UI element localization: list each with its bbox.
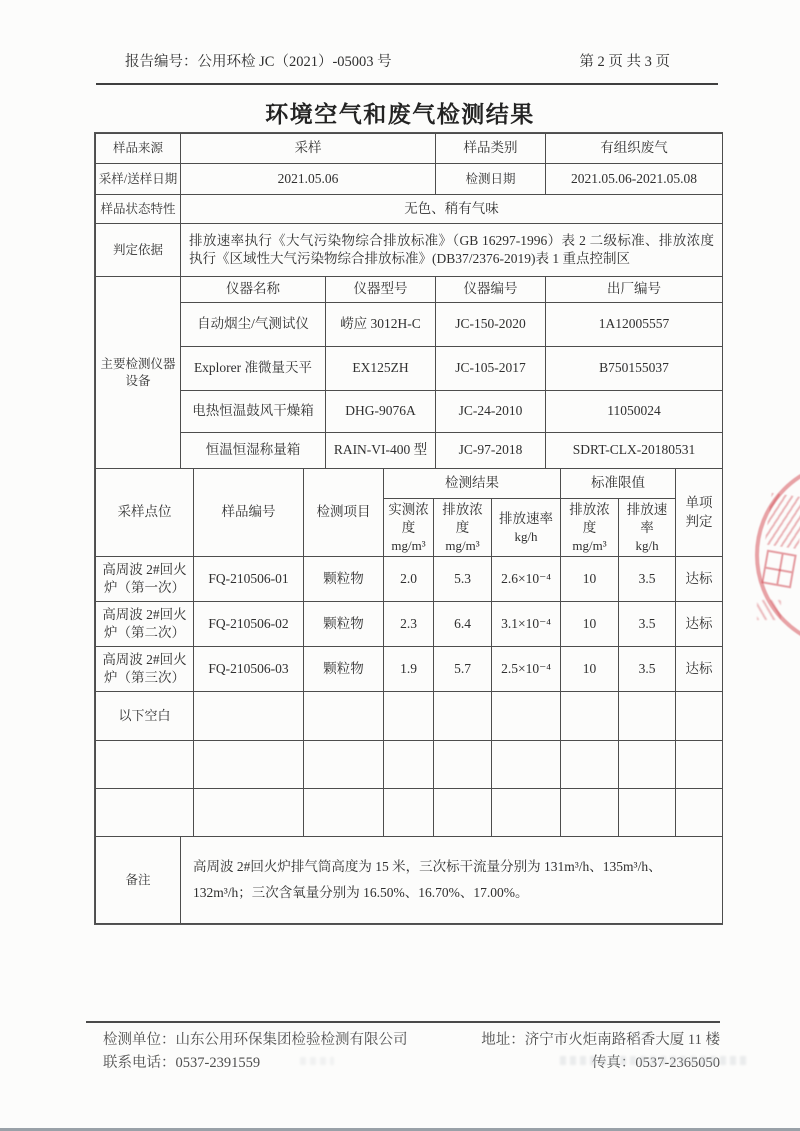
empty-cell xyxy=(676,692,723,741)
bleedthrough-smudge xyxy=(560,1056,750,1065)
sample-state-label: 样品状态特性 xyxy=(96,195,181,224)
emission-conc: 6.4 xyxy=(434,602,492,647)
test-item: 颗粒物 xyxy=(304,557,384,602)
empty-cell xyxy=(619,692,676,741)
empty-cell xyxy=(384,789,434,837)
col-header-test-item: 检测项目 xyxy=(304,469,384,557)
measurements-table xyxy=(95,468,723,837)
sample-info-table xyxy=(95,133,723,195)
col-header-judgement: 单项判定 xyxy=(676,469,723,557)
sampling-point: 高周波 2#回火炉（第三次） xyxy=(96,647,194,692)
empty-cell xyxy=(384,692,434,741)
instrument-id: JC-105-2017 xyxy=(436,347,546,391)
limit-conc: 10 xyxy=(561,557,619,602)
limit-conc: 10 xyxy=(561,647,619,692)
measured-conc: 1.9 xyxy=(384,647,434,692)
sample-state-value: 无色、稍有气味 xyxy=(181,195,723,224)
instrument-model: DHG-9076A xyxy=(326,391,436,433)
empty-cell xyxy=(676,789,723,837)
empty-cell xyxy=(561,741,619,789)
instrument-name: 恒温恒湿称量箱 xyxy=(181,433,326,469)
limit-rate: 3.5 xyxy=(619,602,676,647)
instrument-id: JC-150-2020 xyxy=(436,303,546,347)
page-header xyxy=(125,50,670,71)
instrument-serial-header: 出厂编号 xyxy=(546,277,723,303)
empty-cell xyxy=(561,692,619,741)
remark-text: 高周波 2#回火炉排气筒高度为 15 米，三次标干流量分别为 131m³/h、135m³/h、132m³/h；三次含氧量分别为 16.50%、16.70%、17.00%。 xyxy=(181,837,723,924)
empty-cell xyxy=(304,692,384,741)
measurement-row xyxy=(96,602,723,647)
remark-label: 备注 xyxy=(96,837,181,924)
empty-cell xyxy=(304,789,384,837)
sample-no: FQ-210506-03 xyxy=(194,647,304,692)
results-table xyxy=(95,133,722,924)
sample-source-value: 采样 xyxy=(181,134,436,164)
test-date-value: 2021.05.06-2021.05.08 xyxy=(546,164,723,195)
col-header-sample-no: 样品编号 xyxy=(194,469,304,557)
seal-text-fragment xyxy=(765,493,800,549)
instrument-row xyxy=(96,391,723,433)
instruments-label: 主要检测仪器设备 xyxy=(96,277,181,469)
sample-source-label: 样品来源 xyxy=(96,134,181,164)
instrument-name: 自动烟尘/气测试仪 xyxy=(181,303,326,347)
instrument-row xyxy=(96,433,723,469)
measured-conc: 2.3 xyxy=(384,602,434,647)
empty-cell xyxy=(434,692,492,741)
group-header-standard-limits: 标准限值 xyxy=(561,469,676,499)
empty-cell xyxy=(304,741,384,789)
instrument-serial: SDRT-CLX-20180531 xyxy=(546,433,723,469)
bleedthrough-smudge xyxy=(300,1057,334,1065)
empty-cell xyxy=(194,789,304,837)
instrument-serial: 11050024 xyxy=(546,391,723,433)
seal-text-fragment xyxy=(757,600,781,620)
instrument-model-header: 仪器型号 xyxy=(326,277,436,303)
empty-cell xyxy=(434,789,492,837)
empty-cell xyxy=(194,741,304,789)
footer-line-1 xyxy=(103,1028,720,1049)
org-address: 地址：济宁市火炬南路稻香大厦 11 楼 xyxy=(481,1032,720,1048)
instrument-model: EX125ZH xyxy=(326,347,436,391)
empty-row xyxy=(96,789,723,837)
empty-cell xyxy=(492,789,561,837)
empty-row xyxy=(96,741,723,789)
fax-number: 传真：0537-2365050 xyxy=(591,1055,720,1071)
empty-cell xyxy=(619,789,676,837)
sample-no: FQ-210506-02 xyxy=(194,602,304,647)
sub-header-emission-conc: 排放浓度 mg/m³ xyxy=(434,499,492,557)
report-number: 报告编号：公用环检 JC（2021）-05003 号 xyxy=(125,54,392,70)
emission-conc: 5.7 xyxy=(434,647,492,692)
judgement: 达标 xyxy=(676,557,723,602)
sub-header-limit-rate: 排放速率 kg/h xyxy=(619,499,676,557)
page-indicator: 第 2 页 共 3 页 xyxy=(579,54,670,70)
judgement-basis-value: 排放速率执行《大气污染物综合排放标准》（GB 16297-1996）表 2 二级标准、排放浓度执行《区域性大气污染物综合排放标准》(DB37/2376-2019)表 1 重点控制区 xyxy=(181,224,723,277)
instrument-row xyxy=(96,303,723,347)
footer-rule xyxy=(86,1021,720,1023)
instruments-table xyxy=(95,276,723,469)
limit-rate: 3.5 xyxy=(619,647,676,692)
document-title: 环境空气和废气检测结果 xyxy=(265,102,535,127)
limit-rate: 3.5 xyxy=(619,557,676,602)
instrument-serial: B750155037 xyxy=(546,347,723,391)
emission-rate: 3.1×10⁻⁴ xyxy=(492,602,561,647)
instrument-name: 电热恒温鼓风干燥箱 xyxy=(181,391,326,433)
empty-cell xyxy=(434,741,492,789)
instrument-serial: 1A12005557 xyxy=(546,303,723,347)
blank-note-row xyxy=(96,692,723,741)
empty-cell xyxy=(96,741,194,789)
instrument-id-header: 仪器编号 xyxy=(436,277,546,303)
contact-phone: 联系电话：0537-2391559 xyxy=(103,1055,261,1071)
empty-cell xyxy=(384,741,434,789)
sample-no: FQ-210506-01 xyxy=(194,557,304,602)
empty-cell xyxy=(561,789,619,837)
instrument-row xyxy=(96,347,723,391)
judgement: 达标 xyxy=(676,602,723,647)
sample-category-label: 样品类别 xyxy=(436,134,546,164)
col-header-sampling-point: 采样点位 xyxy=(96,469,194,557)
remark-table xyxy=(95,836,723,924)
sample-state-table xyxy=(95,194,723,277)
empty-cell xyxy=(676,741,723,789)
seal-character-fragment xyxy=(761,550,796,589)
measurement-row xyxy=(96,557,723,602)
limit-conc: 10 xyxy=(561,602,619,647)
instrument-name: Explorer 准微量天平 xyxy=(181,347,326,391)
instrument-model: 崂应 3012H-C xyxy=(326,303,436,347)
instrument-id: JC-24-2010 xyxy=(436,391,546,433)
test-item: 颗粒物 xyxy=(304,602,384,647)
group-header-test-results: 检测结果 xyxy=(384,469,561,499)
instrument-model: RAIN-VI-400 型 xyxy=(326,433,436,469)
empty-cell xyxy=(492,692,561,741)
empty-cell xyxy=(194,692,304,741)
emission-rate: 2.5×10⁻⁴ xyxy=(492,647,561,692)
sampling-date-label: 采样/送样日期 xyxy=(96,164,181,195)
empty-cell xyxy=(492,741,561,789)
instrument-id: JC-97-2018 xyxy=(436,433,546,469)
sub-header-emission-rate: 排放速率 kg/h xyxy=(492,499,561,557)
emission-rate: 2.6×10⁻⁴ xyxy=(492,557,561,602)
test-date-label: 检测日期 xyxy=(436,164,546,195)
sub-header-measured-conc: 实测浓度 mg/m³ xyxy=(384,499,434,557)
measured-conc: 2.0 xyxy=(384,557,434,602)
judgement: 达标 xyxy=(676,647,723,692)
sub-header-limit-conc: 排放浓度 mg/m³ xyxy=(561,499,619,557)
testing-org: 检测单位：山东公用环保集团检验检测有限公司 xyxy=(103,1032,408,1048)
sampling-date-value: 2021.05.06 xyxy=(181,164,436,195)
judgement-basis-label: 判定依据 xyxy=(96,224,181,277)
empty-cell xyxy=(96,789,194,837)
instrument-name-header: 仪器名称 xyxy=(181,277,326,303)
blank-below-note: 以下空白 xyxy=(96,692,194,741)
measurement-row xyxy=(96,647,723,692)
empty-cell xyxy=(619,741,676,789)
sampling-point: 高周波 2#回火炉（第二次） xyxy=(96,602,194,647)
sample-category-value: 有组织废气 xyxy=(546,134,723,164)
test-item: 颗粒物 xyxy=(304,647,384,692)
emission-conc: 5.3 xyxy=(434,557,492,602)
header-rule xyxy=(96,83,718,85)
sampling-point: 高周波 2#回火炉（第一次） xyxy=(96,557,194,602)
